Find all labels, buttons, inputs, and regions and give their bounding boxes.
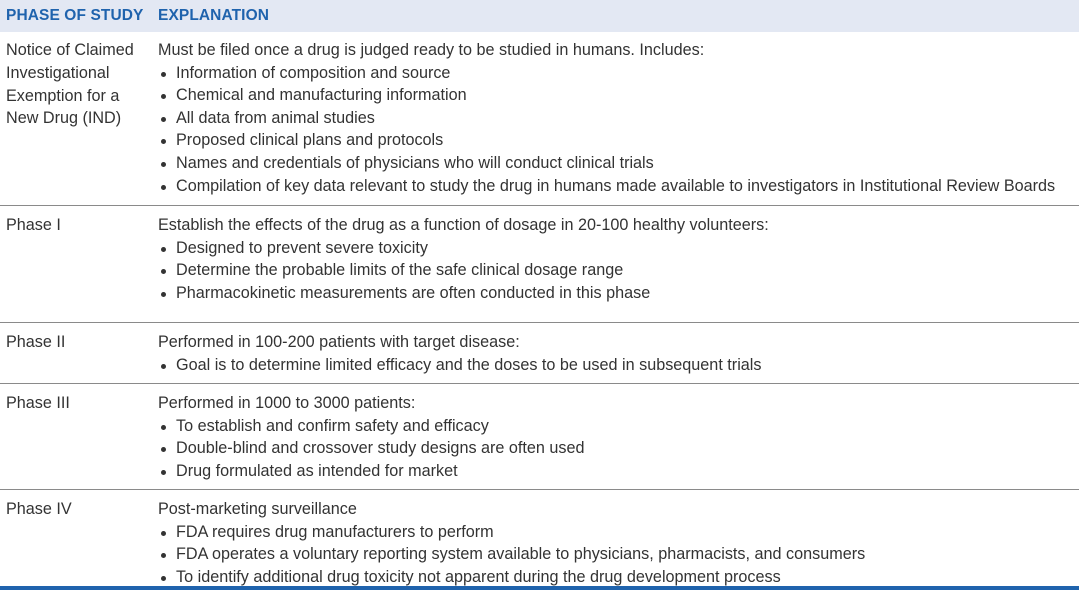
explanation-list bbox=[158, 521, 1079, 589]
list-item: Determine the probable limits of the safe clinical dosage range bbox=[158, 259, 1079, 282]
table-header bbox=[0, 0, 1079, 32]
list-item: All data from animal studies bbox=[158, 107, 1079, 130]
phase-cell bbox=[0, 32, 150, 205]
table-row bbox=[0, 489, 1079, 586]
explanation-cell bbox=[150, 384, 1079, 489]
table-row bbox=[0, 322, 1079, 383]
list-item: To establish and confirm safety and efficacy bbox=[158, 415, 1079, 438]
explanation-intro: Post-marketing surveillance bbox=[158, 500, 357, 518]
phase-name: Phase II bbox=[6, 333, 66, 351]
list-item: FDA operates a voluntary reporting system available to physicians, pharmacists, and consumers bbox=[158, 543, 1079, 566]
table-bottom-rule bbox=[0, 586, 1079, 590]
explanation-list bbox=[158, 354, 1079, 377]
list-item: Double-blind and crossover study designs are often used bbox=[158, 437, 1079, 460]
list-item: Goal is to determine limited efficacy and the doses to be used in subsequent trials bbox=[158, 354, 1079, 377]
phase-name: Phase IV bbox=[6, 500, 72, 518]
list-item: FDA requires drug manufacturers to perform bbox=[158, 521, 1079, 544]
phase-name: Phase III bbox=[6, 394, 70, 412]
list-item: Designed to prevent severe toxicity bbox=[158, 237, 1079, 260]
table-row bbox=[0, 205, 1079, 322]
list-item: Drug formulated as intended for market bbox=[158, 460, 1079, 483]
list-item: Names and credentials of physicians who will conduct clinical trials bbox=[158, 152, 1079, 175]
list-item: To identify additional drug toxicity not apparent during the drug development process bbox=[158, 566, 1079, 589]
explanation-intro: Establish the effects of the drug as a function of dosage in 20-100 healthy volunteers: bbox=[158, 216, 769, 234]
list-item: Pharmacokinetic measurements are often conducted in this phase bbox=[158, 282, 1079, 305]
explanation-cell bbox=[150, 323, 1079, 383]
explanation-cell bbox=[150, 32, 1079, 205]
phase-cell bbox=[0, 490, 150, 583]
explanation-list bbox=[158, 62, 1079, 198]
table-row bbox=[0, 383, 1079, 489]
phase-name: Phase I bbox=[6, 216, 61, 234]
phase-cell bbox=[0, 323, 150, 383]
list-item: Compilation of key data relevant to study the drug in humans made available to investigators in Institutional Review Boards bbox=[158, 175, 1079, 198]
explanation-cell bbox=[150, 206, 1079, 322]
explanation-intro: Must be filed once a drug is judged ready to be studied in humans. Includes: bbox=[158, 41, 705, 59]
phase-name: Notice of Claimed Investigational Exemption for a New Drug (IND) bbox=[6, 41, 134, 128]
list-item: Chemical and manufacturing information bbox=[158, 84, 1079, 107]
list-item: Proposed clinical plans and protocols bbox=[158, 129, 1079, 152]
phase-cell bbox=[0, 384, 150, 489]
explanation-column-header: EXPLANATION bbox=[158, 7, 270, 24]
explanation-intro: Performed in 1000 to 3000 patients: bbox=[158, 394, 416, 412]
phase-cell bbox=[0, 206, 150, 322]
explanation-list bbox=[158, 415, 1079, 483]
phase-column-header: PHASE OF STUDY bbox=[6, 7, 144, 24]
explanation-cell bbox=[150, 490, 1079, 586]
table-row bbox=[0, 32, 1079, 205]
list-item: Information of composition and source bbox=[158, 62, 1079, 85]
explanation-intro: Performed in 100-200 patients with target disease: bbox=[158, 333, 520, 351]
explanation-list bbox=[158, 237, 1079, 305]
